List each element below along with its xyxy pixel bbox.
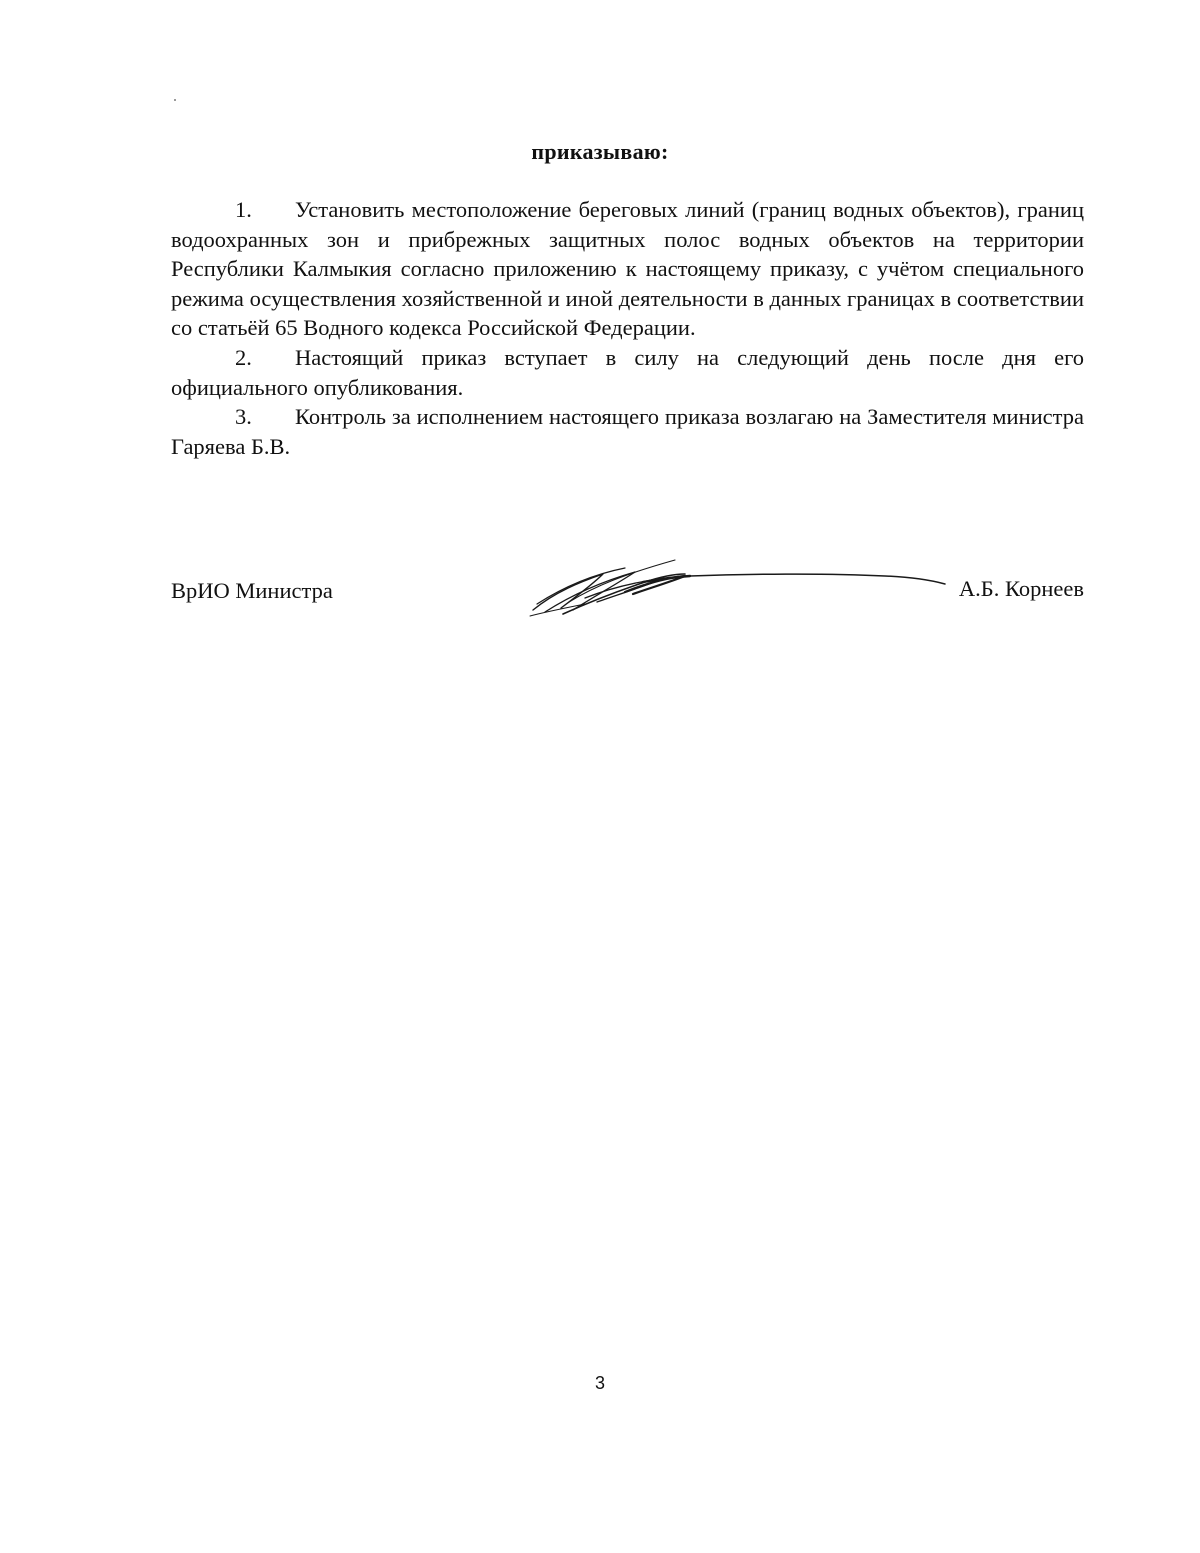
signatory-name: А.Б. Корнеев (958, 576, 1084, 601)
order-item-number: 2. (235, 344, 252, 370)
page-number: 3 (594, 1373, 605, 1393)
order-item-1 (171, 195, 1084, 343)
order-item-3 (171, 402, 1084, 461)
scan-speck (174, 99, 176, 101)
order-body (171, 195, 1084, 461)
order-heading: приказываю: (531, 139, 669, 164)
order-item-text: Настоящий приказ вступает в силу на следующий день после дня его официального опубликования. (171, 344, 1084, 400)
order-item-number: 1. (235, 197, 252, 222)
handwritten-signature (525, 552, 955, 624)
order-item-2 (171, 343, 1084, 402)
signatory-role: ВрИО Министра (171, 578, 333, 603)
order-item-text: Установить местоположение береговых линий (границ водных объектов), границ водоохранных зон и прибрежных защитных полос водных объектов на территории Республики Калмыкия согласно приложению к настоящему приказу, с учётом специального режима осуществления хозяйственной и иной деятельности в данных границах в соответствии со статьёй 65 Водного кодекса Российской Федерации. (171, 197, 1084, 341)
order-item-text: Контроль за исполнением настоящего приказа возлагаю на Заместителя министра Гаряева Б.В. (171, 404, 1084, 459)
order-item-number: 3. (235, 404, 252, 430)
